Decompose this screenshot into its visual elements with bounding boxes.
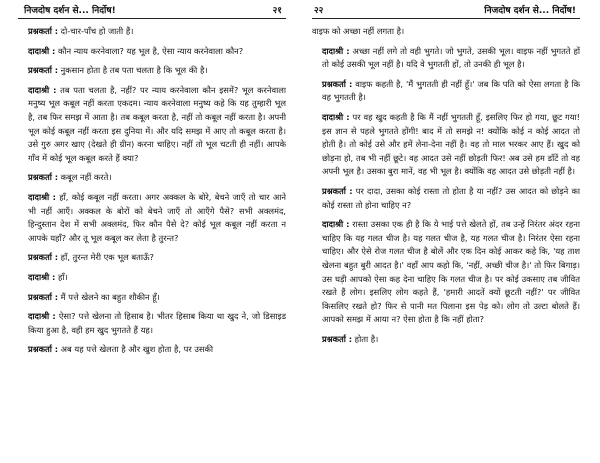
right-page <box>312 0 580 463</box>
dialogue-paragraph <box>312 45 580 72</box>
dialogue-paragraph <box>312 218 580 327</box>
dialogue-paragraph <box>18 84 286 166</box>
continued-paragraph <box>312 25 580 39</box>
dialogue-text: कबूल नहीं करते। <box>58 172 112 183</box>
dialogue-paragraph <box>312 78 580 105</box>
dialogue-text: हाँ। <box>55 271 68 282</box>
speaker-label: प्रश्नकर्ता : <box>28 252 59 263</box>
dialogue-text: पर दादा, उसका कोई रास्ता तो होता है या नहीं? उस आदत को छोड़ने का कोई रास्ता तो होना चाहिए न? <box>322 185 580 210</box>
speaker-label: दादाश्री : <box>28 191 56 202</box>
dialogue-paragraph <box>312 185 580 212</box>
dialogue-paragraph <box>18 291 286 305</box>
left-running-title: निजदोष दर्शन से... निर्दोष! <box>24 6 116 16</box>
speaker-label: प्रश्नकर्ता : <box>28 65 59 76</box>
dialogue-text: अब यह पत्ते खेलता है और खुश होता है, पर उसकी <box>58 344 214 355</box>
left-page-number: २१ <box>272 6 282 16</box>
speaker-label: प्रश्नकर्ता : <box>322 333 353 344</box>
dialogue-text: कौन न्याय करनेवाला? यह भूल है, ऐसा न्याय करनेवाला कौन? <box>55 45 244 56</box>
dialogue-text: वाइफ कहती है, 'मैं भुगतती ही नहीं हूँ।' जब कि पति को ऐसा लगता है कि वह भुगतती है। <box>322 78 580 103</box>
dialogue-text: ऐसा? पत्ते खेलना तो हिसाब है। भीतर हिसाब किया था खुद ने, जो डिसाइड किया हुआ है, वही हम खुद भुगतते हैं यह। <box>28 311 286 335</box>
dialogue-paragraph <box>18 310 286 337</box>
right-page-body <box>312 19 580 346</box>
speaker-label: दादाश्री : <box>322 45 350 56</box>
dialogue-text: वाइफ को अच्छा नहीं लगता है। <box>312 26 405 36</box>
dialogue-paragraph <box>312 333 580 347</box>
speaker-label: दादाश्री : <box>28 84 57 95</box>
speaker-label: दादाश्री : <box>28 271 56 282</box>
dialogue-paragraph <box>312 111 580 179</box>
dialogue-text: अच्छा नहीं लगे तो वही भुगते। जो भुगते, उसकी भूल। वाइफ नहीं भुगतते हों तो कोई उसकी भूल नहीं है। यदि वे भुगतती हों, तो उनकी ही भूल है। <box>322 45 580 70</box>
speaker-label: प्रश्नकर्ता : <box>28 344 59 355</box>
speaker-label: प्रश्नकर्ता : <box>322 185 353 196</box>
dialogue-paragraph <box>18 64 286 78</box>
dialogue-paragraph <box>18 45 286 59</box>
speaker-label: प्रश्नकर्ता : <box>28 172 59 183</box>
dialogue-text: नुकसान होता है तब पता चलता है कि भूल की है। <box>58 65 208 76</box>
dialogue-text: दो-चार-पाँच हो जाती हैं। <box>58 26 134 36</box>
dialogue-text: पर वह खुद कहती है कि मैं नहीं भुगतती हूँ, इसलिए फिर हो गया, छूट गया! इस ज्ञान से पहले भुगतते होंगी! बाद में तो समझे न! क्योंकि कोई न कोई आदत तो होती है। तो कोई उसे और हमें लेना-देना नहीं है। वह तो माल भरकर आए हैं। खुद को छोड़ना हो, तब भी नहीं छूटे। वह आदत उसे नहीं छोड़ती फिर! अब उसे हम डाँटें तो वह अपनी भूल है। उसका बुरा मानें, वह भी भूल है। क्योंकि वह आदत उसे छोड़ती नहीं है। <box>322 111 580 177</box>
left-page-body <box>18 19 286 357</box>
left-page-header <box>18 0 286 19</box>
dialogue-text: तब पता चलता है, नहीं? पर न्याय करनेवाला कौन इसमें? भूल करनेवाला मनुष्य भूल कबूल नहीं करता एकदम। न्याय करनेवाला मनुष्य कहे कि यह तुम्हारी भूल है, तब फिर समझ में आता है। तब कबूल करता है, नहीं तो कबूल नहीं करता है। अपनी भूल कोई कबूल नहीं करता इस दुनिया में। और यदि समझ में आए तो कबूल करता है। उसे गुरु अगर खाए (देखते ही ग्रीन) करना चाहिए। नहीं तो भूल चटती ही नहीं। आपके गाँव में कोई भूल कबूल करते हैं क्या? <box>28 84 286 163</box>
dialogue-text: रास्ता उसका एक ही है कि ये भाई पत्ते खेलते हों, तब उन्हें निरंतर अंदर रहना चाहिए कि यह गलत चीज है। यह गलत चीज है, यह गलत चीज है। निरंतर ऐसा रहना चाहिए। और ऐसे रोज गलत चीज है बोलें और एक दिन कोई आकर कहे कि, 'यह ताश खेलना बहुत बुरी आदत है।' वहाँ आप कहो कि, 'नहीं, अच्छी चीज है।' तो फिर बिगाड़। उस घड़ी आपको ऐसा कह देना चाहिए कि गलत चीज है। पर कोई उकसाए तब जीवित रखते हैं लोग। इसलिए लोग कहते हैं, 'हमारी आदतें क्यों छूटती नहीं?' पर जीवित किसलिए रखते हो? फिर से पानी मत पिलाना इस पेड़ को। लोग तो उल्टा बोलते हैं। आपको समझ में आया न? ऐसा होता है कि नहीं होता? <box>322 219 580 325</box>
left-page <box>18 0 286 463</box>
dialogue-paragraph <box>18 343 286 357</box>
dialogue-paragraph <box>18 251 286 265</box>
dialogue-paragraph <box>18 271 286 285</box>
dialogue-paragraph <box>18 25 286 39</box>
right-page-header <box>312 0 580 19</box>
speaker-label: प्रश्नकर्ता : <box>28 26 59 36</box>
speaker-label: दादाश्री : <box>28 45 56 56</box>
dialogue-paragraph <box>18 191 286 245</box>
speaker-label: दादाश्री : <box>322 219 350 230</box>
speaker-label: दादाश्री : <box>28 311 56 322</box>
dialogue-text: हाँ, कोई कबूल नहीं करता। अगर अक्कल के बोरे, बेचने जाएँ तो चार आने भी नहीं आएँ। अक्कल के बोरों को बेचने जाएँ तो आएँगे पैसे? सभी अक्लमंद, हिन्दुस्तान देश में सभी अक्लमंद, फिर कौन पैसे दे? कोई भूल कबूल नहीं करता न आपके यहाँ? और तू भूल कबूल कर लेता है तुरन्त? <box>28 191 286 243</box>
speaker-label: दादाश्री : <box>322 111 350 122</box>
dialogue-paragraph <box>18 171 286 185</box>
speaker-label: प्रश्नकर्ता : <box>28 291 59 302</box>
dialogue-text: हाँ, तुरन्त मेरी एक भूल बताऊँ? <box>58 252 154 263</box>
right-running-title: निजदोष दर्शन से... निर्दोष! <box>484 6 576 16</box>
dialogue-text: होता है। <box>352 333 379 344</box>
speaker-label: प्रश्नकर्ता : <box>322 78 353 89</box>
right-page-number: २२ <box>314 6 324 16</box>
dialogue-text: मैं पत्ते खेलने का बहुत शौकीन हूँ। <box>58 291 160 302</box>
